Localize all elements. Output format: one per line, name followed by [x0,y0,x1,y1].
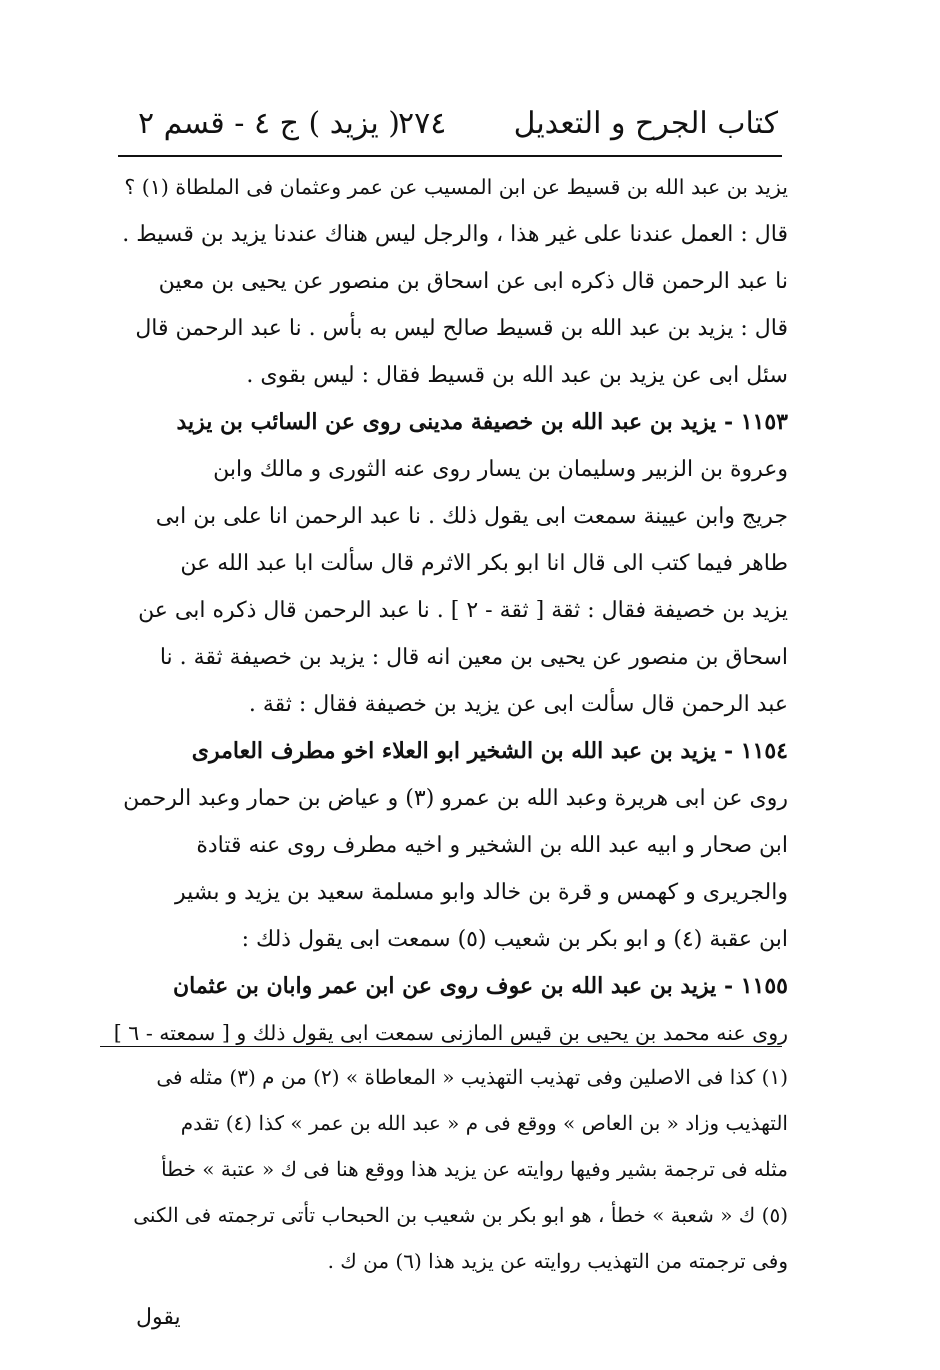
text-line: عبد الرحمن قال سألت ابى عن يزيد بن خصيفة فقال : ثقة . [248,692,788,717]
entry-line-1154: ١١٥٤ - يزيد بن عبد الله بن الشخير ابو العلاء اخو مطرف العامرى [191,738,788,764]
page-number: ٢٧٤ [398,106,447,141]
text-line: نا عبد الرحمن قال ذكره ابى عن اسحاق بن منصور عن يحيى بن معين [158,269,788,294]
volume-section: ( يزيد ) ج ٤ - قسم ٢ [138,106,400,141]
main-text [112,164,788,1057]
footnote-line: وفى ترجمته من التهذيب روايته عن يزيد هذا (٦) من ك . [327,1249,788,1273]
footnote-line: التهذيب وزاد « بن العاص » ووقع فى م « عبد الله بن عمر » كذا (٤) تقدم [180,1111,788,1135]
text-line: وعروة بن الزبير وسليمان بن يسار روى عنه الثورى و مالك وابن [213,457,788,482]
footnote-line: (١) كذا فى الاصلين وفى تهذيب التهذيب « المعاطاة » (٢) من م (٣) مثله فى [156,1065,788,1089]
text-line: سئل ابى عن يزيد بن عبد الله بن قسيط فقال : ليس بقوى . [246,363,788,388]
header-rule [118,155,782,157]
text-line: روى عنه محمد بن يحيى بن قيس المازنى سمعت ابى يقول ذلك و [ سمعته - ٦ ] [113,1021,788,1045]
text-line: روى عن ابى هريرة وعبد الله بن عمرو (٣) و عياض بن حمار وعبد الرحمن [123,786,788,811]
entry-line-1153: ١١٥٣ - يزيد بن عبد الله بن خصيفة مدينى روى عن السائب بن يزيد [176,409,788,435]
entry-line-1155: ١١٥٥ - يزيد بن عبد الله بن عوف روى عن ابن عمر وابان بن عثمان [172,973,788,999]
text-line: يزيد بن خصيفة فقال : ثقة [ ثقة - ٢ ] . نا عبد الرحمن قال ذكره ابى عن [138,598,788,623]
footnote-line: مثله فى ترجمة بشير وفيها روايته عن يزيد هذا ووقع هنا فى ك « عتبة » خطأ [161,1157,788,1181]
footnotes [112,1054,788,1284]
text-line: جريج وابن عيينة سمعت ابى يقول ذلك . نا عبد الرحمن انا على بن ابى [155,504,788,529]
catchword: يقول [136,1305,181,1330]
running-header [118,100,778,148]
text-line: طاهر فيما كتب الى قال انا ابو بكر الاثرم قال سألت ابا عبد الله عن [180,551,788,576]
text-line: ابن صحار و ابيه عبد الله بن الشخير و اخيه مطرف روى عنه قتادة [196,833,788,858]
text-line: قال : العمل عندنا على غير هذا ، والرجل ليس هناك عندنا يزيد بن قسيط . [122,222,788,247]
footnote-rule [100,1046,782,1047]
footnote-line: (٥) ك « شعبة » خطأ ، هو ابو بكر بن شعيب بن الحبحاب تأتى ترجمته فى الكنى [133,1203,788,1227]
text-line: والجريرى و كهمس و قرة بن خالد وابو مسلمة سعيد بن يزيد و بشير [174,880,788,905]
text-line: اسحاق بن منصور عن يحيى بن معين انه قال : يزيد بن خصيفة ثقة . نا [159,645,788,670]
text-line: قال : يزيد بن عبد الله بن قسيط صالح ليس به بأس . نا عبد الرحمن قال [135,316,788,341]
text-line: يزيد بن عبد الله بن قسيط عن ابن المسيب عن عمر وعثمان فى الملطاة (١) ؟ [124,175,788,199]
book-title: كتاب الجرح و التعديل [513,106,778,141]
text-line: ابن عقبة (٤) و ابو بكر بن شعيب (٥) سمعت ابى يقول ذلك : [241,927,788,952]
